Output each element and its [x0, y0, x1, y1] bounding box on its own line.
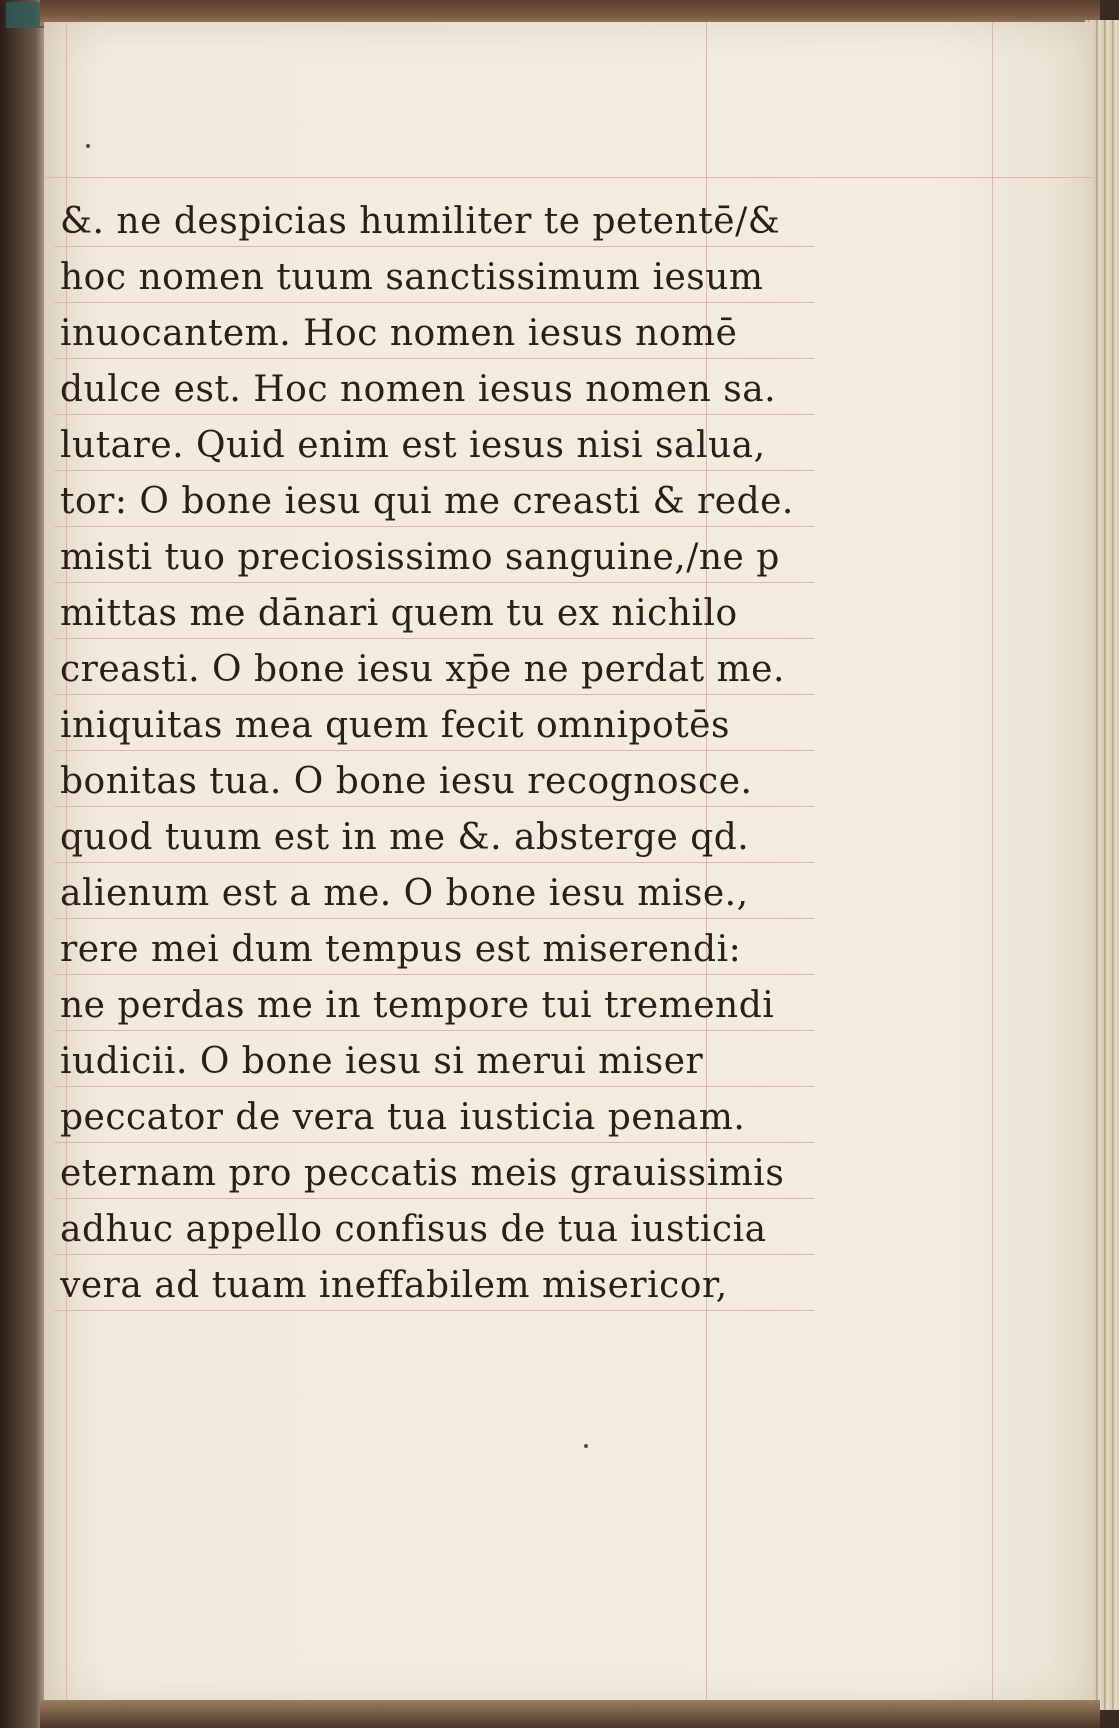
text-line: [54, 358, 814, 415]
text-line: [54, 1254, 814, 1311]
text-line: [54, 526, 814, 583]
text-line: [54, 470, 814, 527]
text-line: [54, 806, 814, 863]
binding-gutter: [0, 0, 50, 1728]
text-line: [54, 918, 814, 975]
ink-speck: [584, 1444, 588, 1448]
text-line: [54, 750, 814, 807]
line-text: inuocantem. Hoc nomen iesus nomē: [60, 313, 738, 354]
text-line: [54, 862, 814, 919]
manuscript-page: [44, 22, 1092, 1707]
line-text: alienum est a me. O bone iesu mise.,: [60, 873, 749, 914]
text-line: [54, 414, 814, 471]
ruling-line-top: [44, 177, 1092, 178]
line-text: peccator de vera tua iusticia penam.: [60, 1097, 746, 1138]
line-text: dulce est. Hoc nomen iesus nomen sa.: [60, 369, 777, 410]
bottom-binding-edge: [40, 1700, 1100, 1728]
line-text: rere mei dum tempus est miserendi:: [60, 929, 742, 970]
text-line: [54, 246, 814, 303]
text-line: [54, 302, 814, 359]
line-text: vera ad tuam ineffabilem misericor,: [60, 1265, 728, 1306]
text-line: [54, 974, 814, 1031]
text-line: [54, 1198, 814, 1255]
line-text: iniquitas mea quem fecit omnipotēs: [60, 705, 730, 746]
text-line: [54, 190, 814, 247]
text-line: [54, 694, 814, 751]
line-text: ne perdas me in tempore tui tremendi: [60, 985, 775, 1026]
line-text: mittas me dānari quem tu ex nichilo: [60, 593, 738, 634]
line-text: &. ne despicias humiliter te petentē/&: [60, 201, 781, 242]
line-text: lutare. Quid enim est iesus nisi salua,: [60, 425, 766, 466]
text-line: [54, 638, 814, 695]
line-text: creasti. O bone iesu xp̄e ne perdat me.: [60, 649, 785, 690]
line-text: adhuc appello confisus de tua iusticia: [60, 1209, 767, 1250]
line-text: quod tuum est in me &. absterge qd.: [60, 817, 750, 858]
text-line: [54, 1142, 814, 1199]
ink-speck: [86, 144, 90, 148]
text-line: [54, 1086, 814, 1143]
text-line: [54, 1030, 814, 1087]
line-text: eternam pro peccatis meis grauissimis: [60, 1153, 785, 1194]
line-text: bonitas tua. O bone iesu recognosce.: [60, 761, 753, 802]
line-text: tor: O bone iesu qui me creasti & rede.: [60, 481, 794, 522]
line-text: misti tuo preciosissimo sanguine,/ne p: [60, 537, 780, 578]
ruling-line-outer: [992, 22, 993, 1707]
line-text: iudicii. O bone iesu si merui miser: [60, 1041, 704, 1082]
line-text: hoc nomen tuum sanctissimum iesum: [60, 257, 764, 298]
text-line: [54, 582, 814, 639]
